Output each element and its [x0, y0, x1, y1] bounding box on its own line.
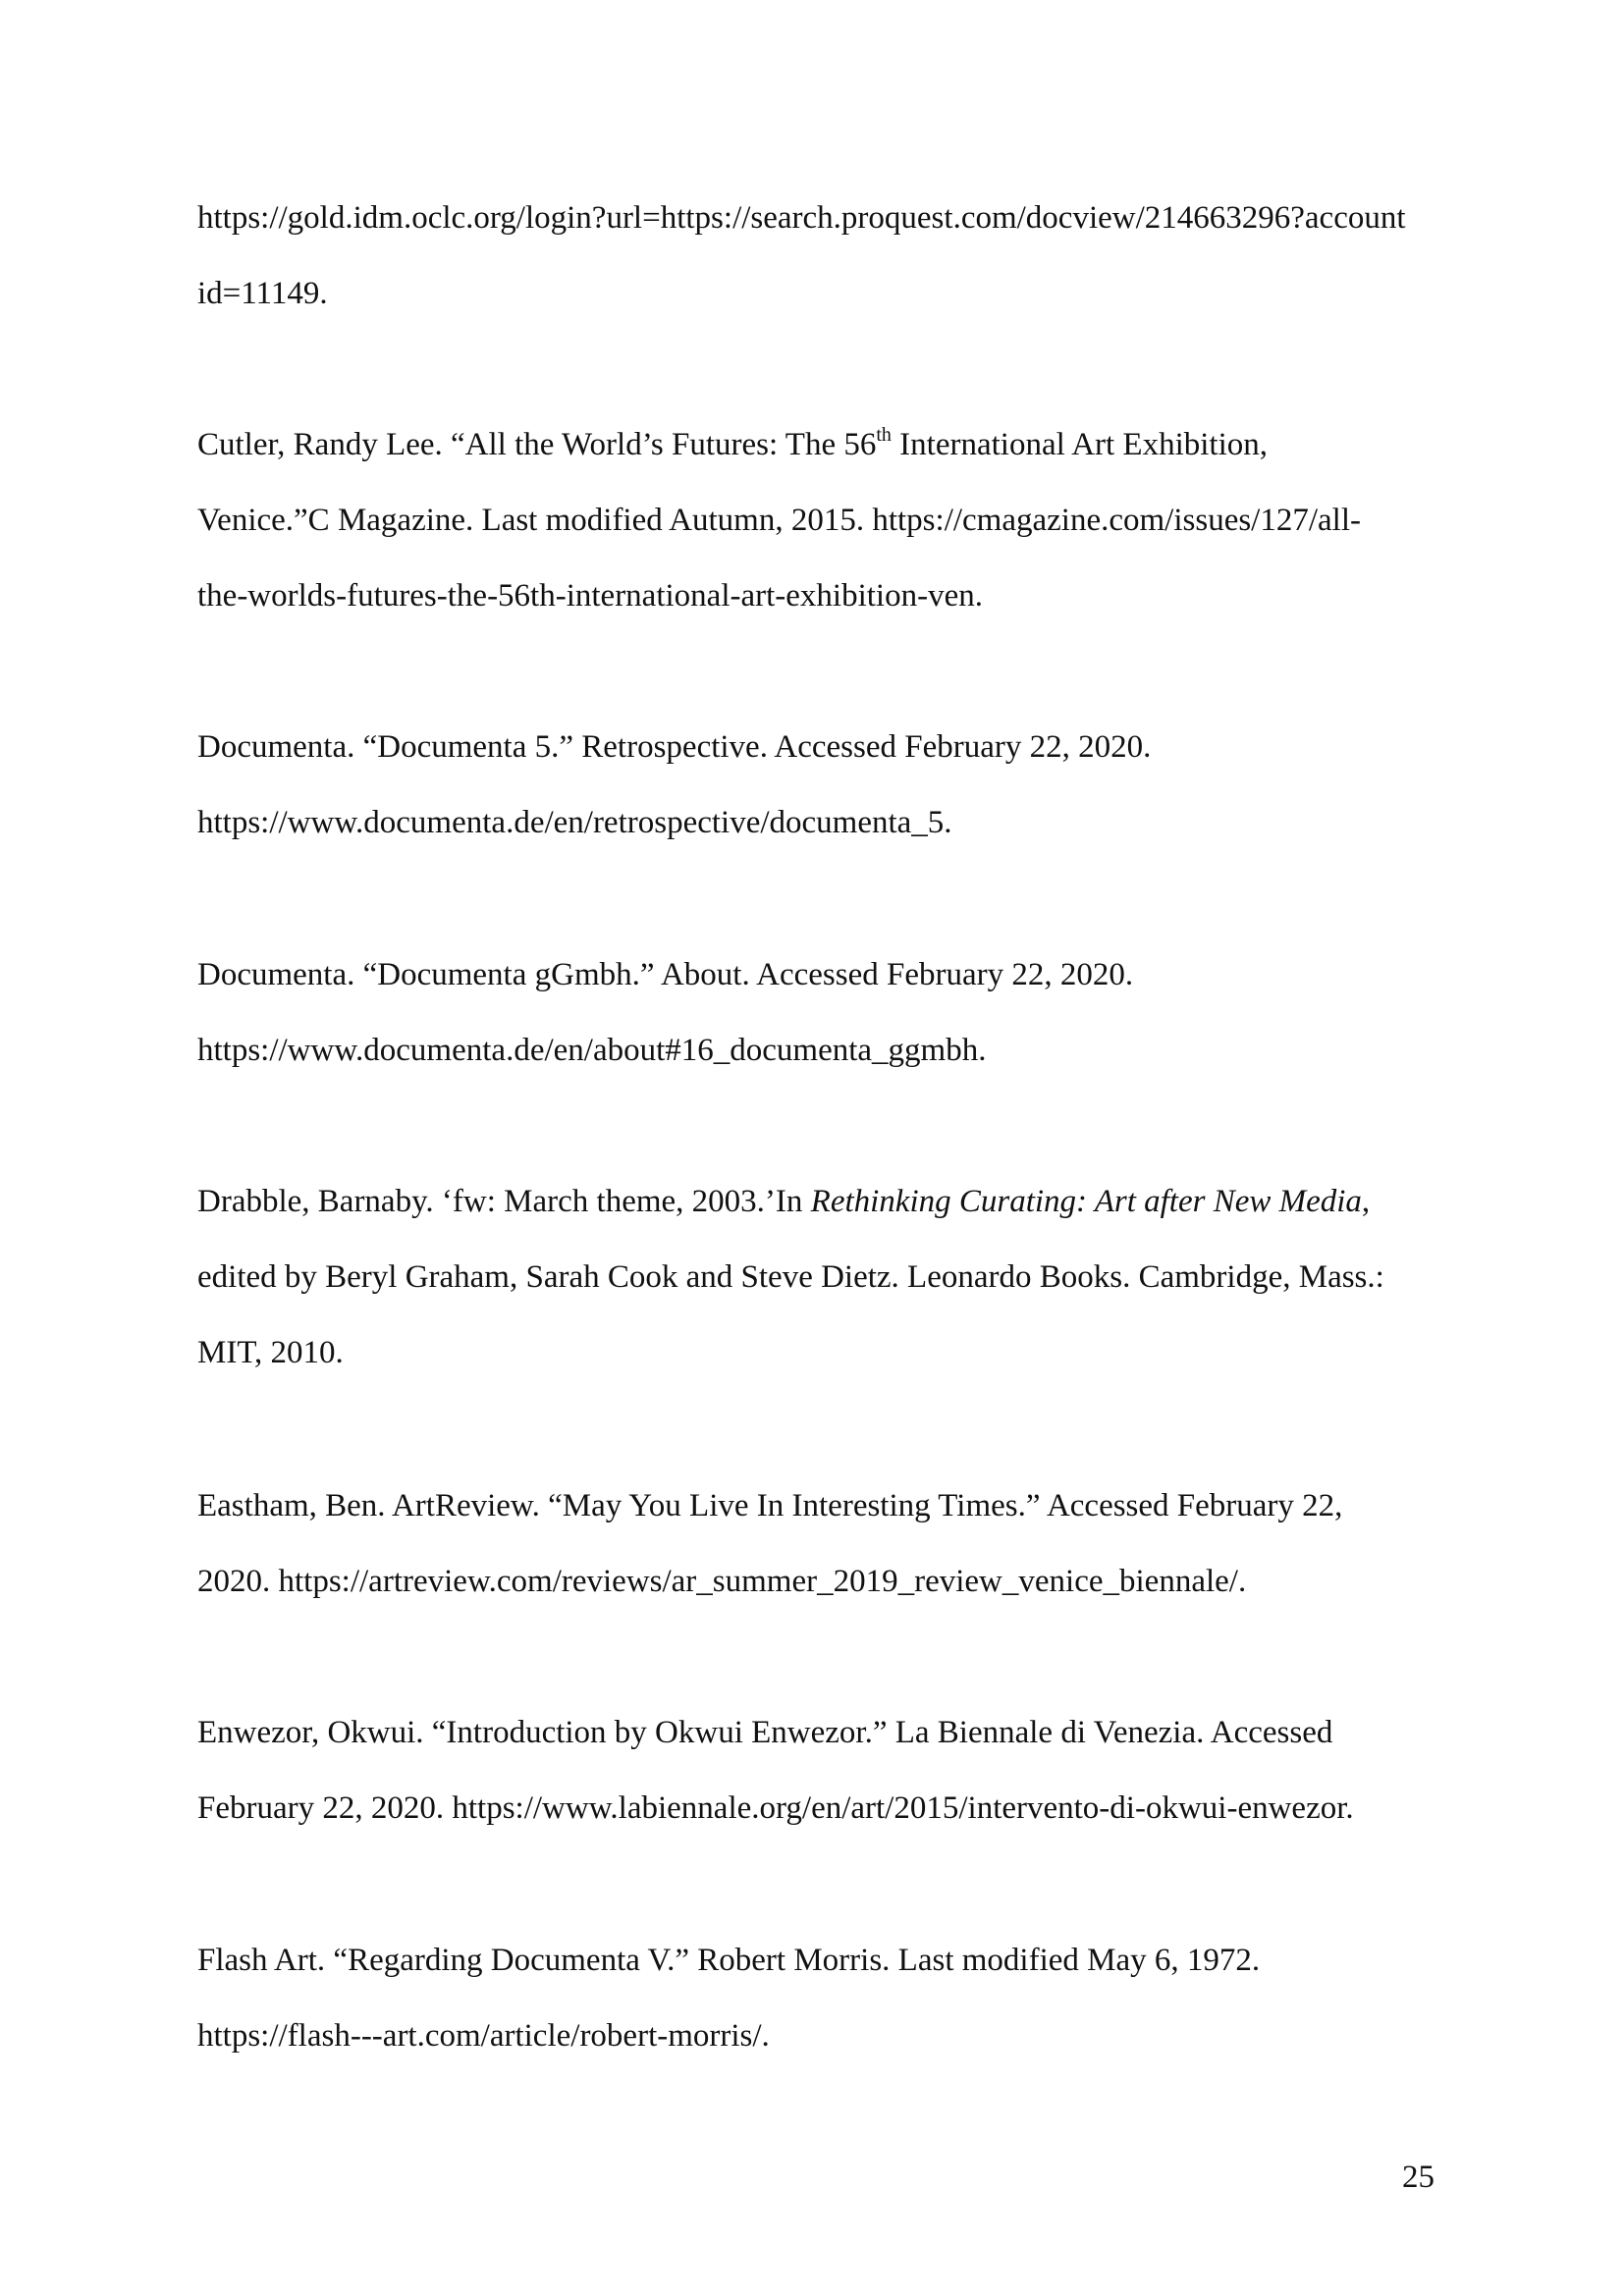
bibliography-entry-documenta-ggmbh — [197, 937, 1474, 1089]
documenta5-line-1: Documenta. “Documenta 5.” Retrospective. Accessed February 22, 2020. — [197, 729, 1152, 765]
eastham-line-2: 2020. https://artreview.com/reviews/ar_summer_2019_review_venice_biennale/. — [197, 1564, 1247, 1599]
bibliography-entry-eastham — [197, 1468, 1474, 1620]
eastham-line-1: Eastham, Ben. ArtReview. “May You Live In Interesting Times.” Accessed February 22, — [197, 1488, 1343, 1523]
bibliography-entry-cutler — [197, 407, 1474, 634]
drabble-line-3: MIT, 2010. — [197, 1335, 344, 1370]
cutler-line-3: the-worlds-futures-the-56th-international-art-exhibition-ven. — [197, 578, 983, 614]
drabble-line-2: edited by Beryl Graham, Sarah Cook and Steve Dietz. Leonardo Books. Cambridge, Mass.: — [197, 1259, 1384, 1295]
bibliography-entry-documenta-5 — [197, 710, 1474, 861]
cutler-line-2: Venice.”C Magazine. Last modified Autumn, 2015. https://cmagazine.com/issues/127/all- — [197, 503, 1361, 538]
documenta-ggmbh-line-2: https://www.documenta.de/en/about#16_documenta_ggmbh. — [197, 1033, 987, 1068]
bibliography-continuation — [197, 181, 1474, 332]
drabble-line-1 — [197, 1164, 1474, 1240]
bibliography-entry-enwezor — [197, 1695, 1474, 1846]
page-number: 25 — [1402, 2160, 1435, 2195]
drabble-line-1-rest: , — [1361, 1184, 1371, 1219]
bibliography-entry-drabble — [197, 1164, 1474, 1391]
drabble-line-1-text: Drabble, Barnaby. ‘fw: March theme, 2003.’In — [197, 1184, 811, 1219]
continuation-line-2: id=11149. — [197, 276, 328, 311]
enwezor-line-1: Enwezor, Okwui. “Introduction by Okwui Enwezor.” La Biennale di Venezia. Accessed — [197, 1715, 1333, 1750]
documenta-ggmbh-line-1: Documenta. “Documenta gGmbh.” About. Accessed February 22, 2020. — [197, 957, 1134, 992]
cutler-superscript: th — [876, 424, 892, 446]
documenta5-line-2: https://www.documenta.de/en/retrospective/documenta_5. — [197, 805, 952, 840]
cutler-line-1-rest: International Art Exhibition, — [891, 427, 1269, 462]
flash-art-line-1: Flash Art. “Regarding Documenta V.” Robert Morris. Last modified May 6, 1972. — [197, 1943, 1261, 1978]
continuation-line-1: https://gold.idm.oclc.org/login?url=https://search.proquest.com/docview/214663296?account — [197, 200, 1406, 236]
cutler-line-1 — [197, 407, 1474, 483]
bibliography-entry-flash-art — [197, 1923, 1474, 2074]
flash-art-line-2: https://flash---art.com/article/robert-morris/. — [197, 2018, 770, 2054]
enwezor-line-2: February 22, 2020. https://www.labiennale.org/en/art/2015/intervento-di-okwui-enwezor. — [197, 1790, 1354, 1826]
drabble-book-title: Rethinking Curating: Art after New Media — [810, 1184, 1362, 1219]
cutler-line-1-text: Cutler, Randy Lee. “All the World’s Futures: The 56 — [197, 427, 877, 462]
